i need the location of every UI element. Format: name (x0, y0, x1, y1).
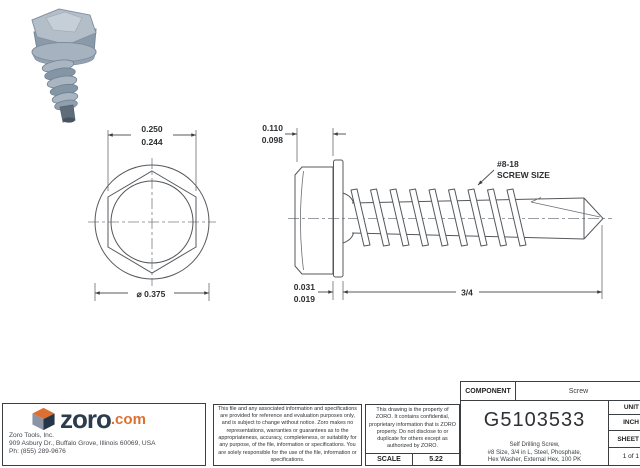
company-name: Zoro Tools, Inc. (9, 432, 54, 439)
dim-outer-diameter: ⌀ 0.375 (136, 289, 166, 299)
component-block (460, 381, 640, 466)
scale-label: SCALE (366, 454, 413, 465)
side-view-threads (351, 189, 526, 246)
component-row (461, 382, 640, 401)
dim-head-height-max: 0.110 (262, 123, 283, 133)
dim-washer-thickness-min: 0.019 (293, 294, 315, 304)
zoro-logo (31, 404, 205, 434)
zoro-cube-icon (31, 407, 56, 431)
top-view (88, 124, 216, 301)
sheet-label: SHEET (609, 431, 640, 448)
component-label: COMPONENT (461, 382, 516, 400)
description-line-1: Self Drilling Screw, (509, 442, 560, 448)
unit-label: UNIT (609, 401, 640, 415)
part-number: G5103533 (483, 409, 586, 431)
dim-across-flats-max: 0.250 (141, 124, 163, 134)
legal-file-notice-text: This file and any associated information and specifications are provided for reference and evaluation purposes only, and is subject to change without notice. Zoro makes no representations, warranties or guarantees as to the appropriateness, accuracy, completeness, or suitability for any purpose, of the file, information or specifications. You are solely responsible for the use of the file, information or specifications. (217, 405, 358, 463)
legal-file-notice-box (213, 404, 362, 466)
sheet-value: 1 of 1 (622, 453, 639, 460)
part-number-cell (461, 401, 609, 465)
zoro-logo-tld: .com (110, 410, 146, 428)
component-value: Screw (568, 387, 589, 395)
dim-head-height-min: 0.098 (261, 135, 283, 145)
description-line-3: Hex Washer, External Hex, 100 PK (487, 457, 582, 464)
company-address: 909 Asbury Dr., Buffalo Grove, Illinois 60069, USA (9, 440, 156, 447)
callout-screw-size-line2: SCREW SIZE (497, 170, 550, 180)
legal-property-notice-box (365, 404, 460, 466)
dim-across-flats-min: 0.244 (141, 137, 163, 147)
zoro-logo-text: zoro (60, 404, 111, 434)
side-view (262, 123, 612, 304)
unit-value: INCH (609, 415, 640, 431)
company-phone: Ph: (855) 289-9676 (9, 448, 66, 455)
callout-screw-size-line1: #8-18 (497, 159, 519, 169)
meta-column (609, 401, 640, 465)
company-block (2, 403, 206, 466)
dim-washer-thickness-max: 0.031 (293, 282, 315, 292)
description-line-2: #8 Size, 3/4 in L, Steel, Phosphate, (487, 449, 582, 456)
scale-value: 5.22 (429, 455, 443, 463)
scale-row (366, 453, 459, 465)
legal-property-notice-text: This drawing is the property of ZORO. It contains confidential, proprietary information that is ZORO property. Do not disclose to or duplicate for others except as authorized by ZORO. (369, 407, 456, 450)
dim-length: 3/4 (461, 287, 473, 298)
